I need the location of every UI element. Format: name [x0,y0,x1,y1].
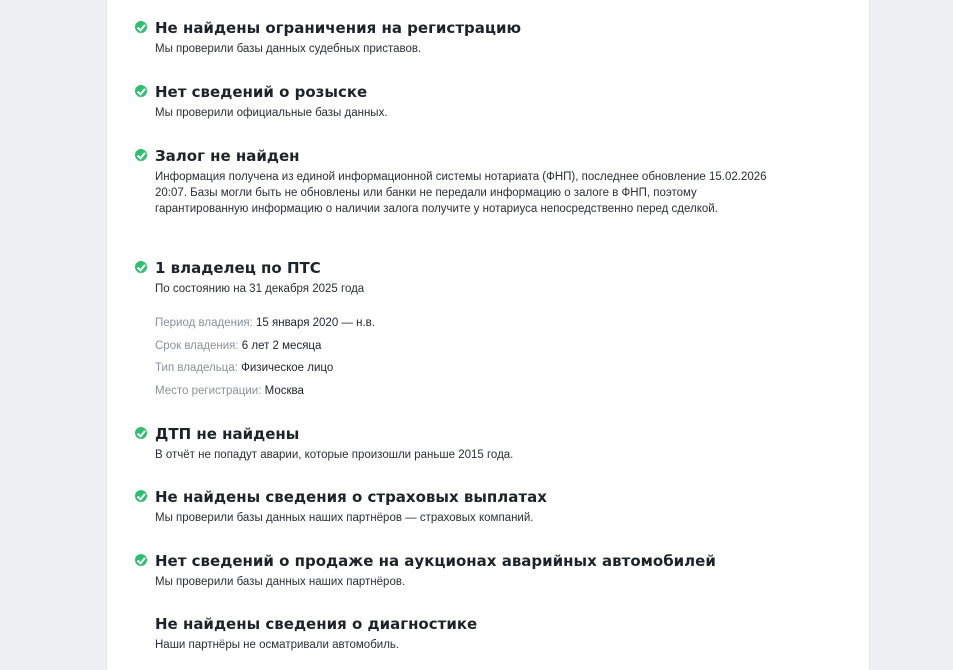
item-description: В отчёт не попадут аварии, которые произошли раньше 2015 года. [155,449,514,461]
detail-label: Период владения: [155,317,253,329]
detail-value: Физическое лицо [241,362,334,374]
report-item-wanted [155,82,829,121]
item-title: Залог не найден [155,147,300,165]
item-title-row [155,82,829,102]
detail-value: Москва [264,384,304,397]
report-item-accidents [155,424,829,463]
detail-label: Тип владельца: [155,362,238,374]
check-circle-icon [135,554,147,566]
report-item-owners [155,258,829,405]
report-item-registration-restrictions [155,18,829,57]
item-title-row [155,258,829,278]
item-title: Не найдены ограничения на регистрацию [155,19,522,37]
item-title: Не найдены сведения о страховых выплатах [155,488,547,506]
item-title-row [155,424,829,444]
item-description: По состоянию на 31 декабря 2025 года [155,283,365,295]
detail-label: Срок владения: [155,339,239,352]
detail-label: Место регистрации: [155,384,262,397]
detail-row-owner-type [155,360,829,383]
item-title-row [155,614,829,634]
check-circle-icon [135,149,147,161]
item-description: Мы проверили официальные базы данных. [155,107,388,119]
item-title: Нет сведений о продаже на аукционах аварийных автомобилей [155,552,716,570]
detail-row-ownership-duration [155,338,829,361]
report-item-diagnostics [155,614,829,653]
check-circle-icon [135,261,147,273]
item-title: 1 владелец по ПТС [155,259,321,277]
item-description: Мы проверили базы данных судебных приставов. [155,43,422,55]
item-description: Мы проверили базы данных наших партнёров. [155,576,406,588]
item-title: Нет сведений о розыске [155,83,368,101]
item-title-row [155,487,829,507]
item-title: Не найдены сведения о диагностике [155,615,478,633]
report-item-insurance-payments [155,487,829,526]
report-item-auctions [155,551,829,590]
check-circle-icon [135,85,147,97]
report-item-pledge [155,146,829,217]
detail-value: 15 января 2020 — н.в. [256,317,375,329]
item-description: Наши партнёры не осматривали автомобиль. [155,639,400,651]
item-description: Мы проверили базы данных наших партнёров — страховых компаний. [155,512,534,524]
item-title-row [155,146,829,166]
check-circle-icon [135,490,147,502]
item-title: ДТП не найдены [155,425,300,443]
item-title-row [155,551,829,571]
item-description: Информация получена из единой информационной системы нотариата (ФНП), последнее обновление 15.02.2026 20:07. Базы могли быть не обновлены или банки не передали информацию о залоге в ФНП, поэтому гарантированную информацию о наличии залога получите у нотариуса непосредственно перед сделкой. [155,171,767,215]
check-circle-icon [135,21,147,33]
owner-details [155,315,829,405]
check-circle-icon [135,427,147,439]
item-title-row [155,18,829,38]
detail-value: 6 лет 2 месяца [241,339,322,352]
report-panel [106,0,870,670]
detail-row-ownership-period [155,315,829,338]
detail-row-registration-place [155,383,829,406]
